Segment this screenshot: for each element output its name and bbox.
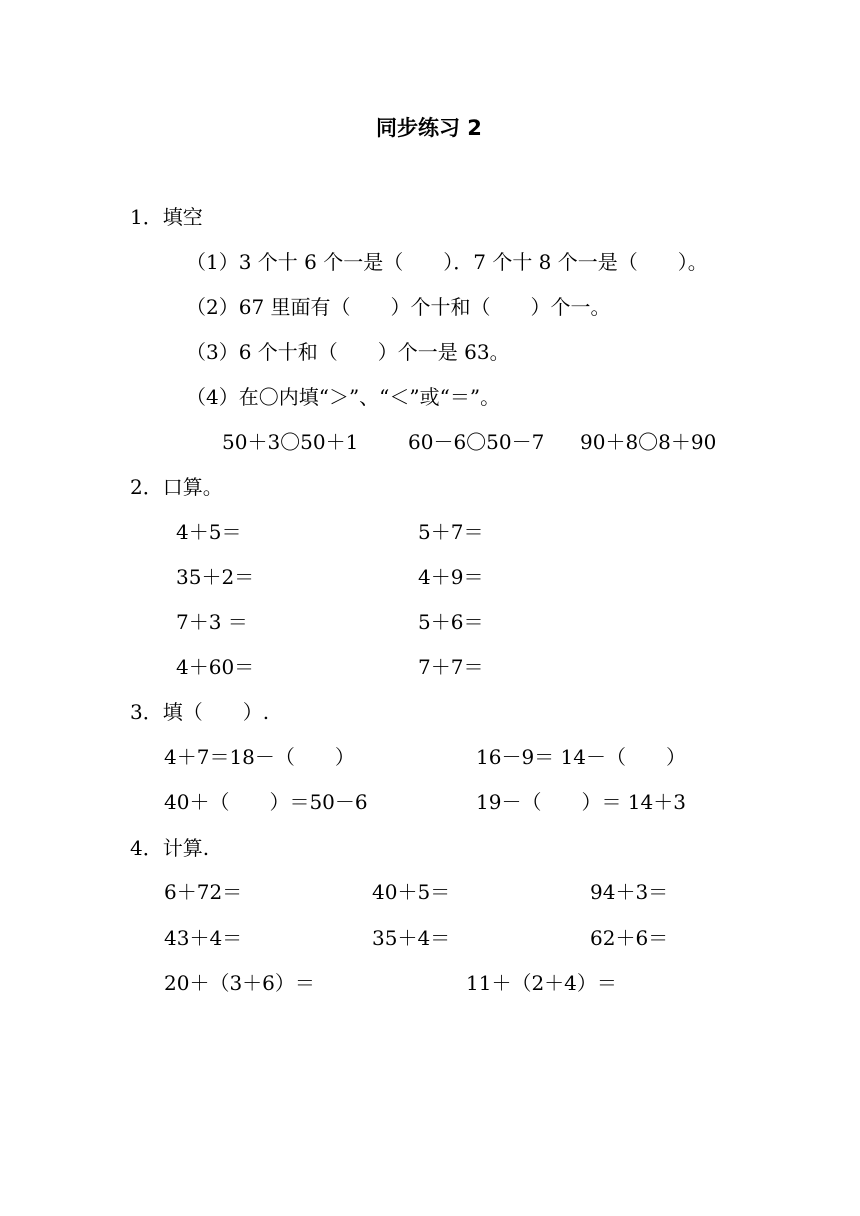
calculation-problem: 11＋（2＋4）＝ (466, 971, 617, 995)
question-3-heading: 3．填（ ）. (130, 700, 270, 724)
mental-math-problem: 4＋60＝ (176, 655, 255, 679)
fill-blank-problem: 16－9＝ 14－（ ） (476, 745, 686, 769)
question-4-heading: 4．计算. (130, 836, 210, 860)
fill-blank-problem: 40＋（ ）＝50－6 (164, 790, 368, 814)
mental-math-problem: 5＋7＝ (418, 520, 484, 544)
fill-blank-problem: 4＋7＝18－（ ） (164, 745, 355, 769)
calculation-problem: 20＋（3＋6）＝ (164, 971, 315, 995)
question-1-item-4: （4）在〇内填“＞”、“＜”或“＝”。 (186, 385, 501, 409)
calculation-problem: 94＋3＝ (590, 880, 669, 904)
calculation-problem: 35＋4＝ (372, 926, 451, 950)
compare-expression-1: 50＋3〇50＋1 (222, 430, 359, 454)
question-1-item-1: （1）3 个十 6 个一是（ ）．7 个十 8 个一是（ ）。 (186, 250, 708, 274)
calculation-problem: 43＋4＝ (164, 926, 243, 950)
question-1-item-2: （2）67 里面有（ ）个十和（ ）个一。 (186, 295, 611, 319)
mental-math-problem: 4＋5＝ (176, 520, 242, 544)
mental-math-problem: 5＋6＝ (418, 610, 484, 634)
mental-math-problem: 4＋9＝ (418, 565, 484, 589)
question-1-heading: 1．填空 (130, 205, 203, 229)
question-1-item-3: （3）6 个十和（ ）个一是 63。 (186, 340, 510, 364)
compare-expression-2: 60－6〇50－7 (408, 430, 545, 454)
fill-blank-problem: 19－（ ）＝ 14＋3 (476, 790, 686, 814)
compare-expression-3: 90＋8〇8＋90 (580, 430, 717, 454)
mental-math-problem: 35＋2＝ (176, 565, 255, 589)
mental-math-problem: 7＋3 ＝ (176, 610, 248, 634)
question-2-heading: 2．口算。 (130, 475, 223, 499)
mental-math-problem: 7＋7＝ (418, 655, 484, 679)
calculation-problem: 6＋72＝ (164, 880, 243, 904)
page-title: 同步练习 2 (376, 116, 482, 140)
calculation-problem: 62＋6＝ (590, 926, 669, 950)
calculation-problem: 40＋5＝ (372, 880, 451, 904)
